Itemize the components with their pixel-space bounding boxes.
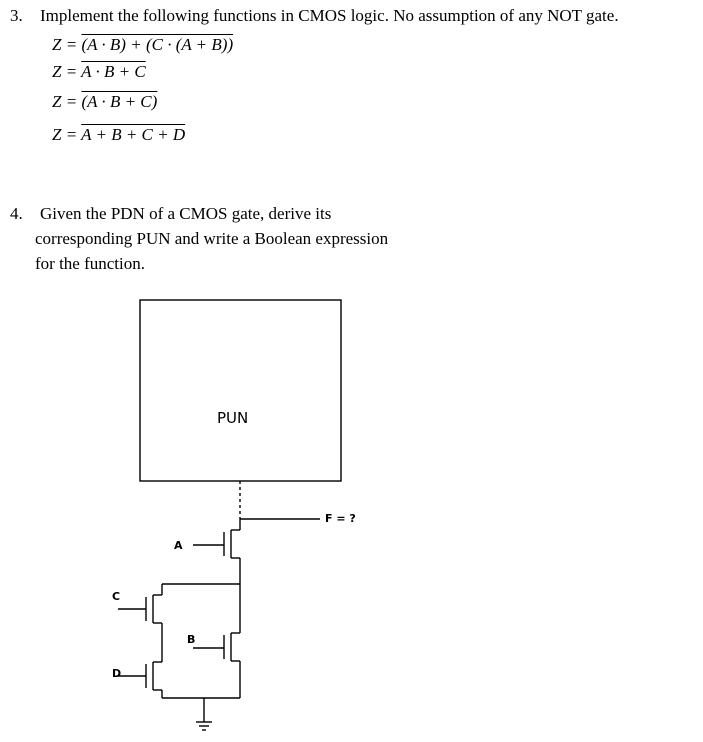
question-3-prompt: Implement the following functions in CMOS logic. No assumption of any NOT gate.: [40, 6, 619, 25]
input-label-d: D: [112, 667, 122, 680]
equation-2-rhs: A · B + C: [81, 62, 146, 81]
question-4-line-2: corresponding PUN and write a Boolean expression: [35, 229, 389, 248]
question-4-line-3: for the function.: [35, 254, 145, 273]
output-label: F = ?: [325, 512, 356, 525]
equation-3-bbar: B: [109, 92, 121, 111]
question-4-text-1: Given the PDN of a CMOS gate, derive its: [40, 204, 332, 223]
equation-4-rhs: A + B + C + D: [81, 125, 186, 144]
input-label-b: B: [187, 633, 196, 646]
equation-2-lhs: Z =: [52, 62, 78, 81]
input-label-a: A: [174, 539, 183, 552]
pun-label: PUN: [217, 409, 249, 427]
equation-1-rhs: (A · B) + (C · (A + B)): [81, 35, 234, 54]
question-4-number: 4.: [10, 204, 23, 223]
pun-box: [140, 300, 341, 481]
equation-3-lhs: Z =: [52, 92, 78, 111]
input-label-c: C: [112, 590, 121, 603]
equation-3-part-a: (A ·: [81, 92, 110, 111]
equation-3-part-c: + C): [120, 92, 158, 111]
question-3-number: 3.: [10, 6, 23, 25]
equation-4-lhs: Z =: [52, 125, 78, 144]
equation-1-lhs: Z =: [52, 35, 78, 54]
